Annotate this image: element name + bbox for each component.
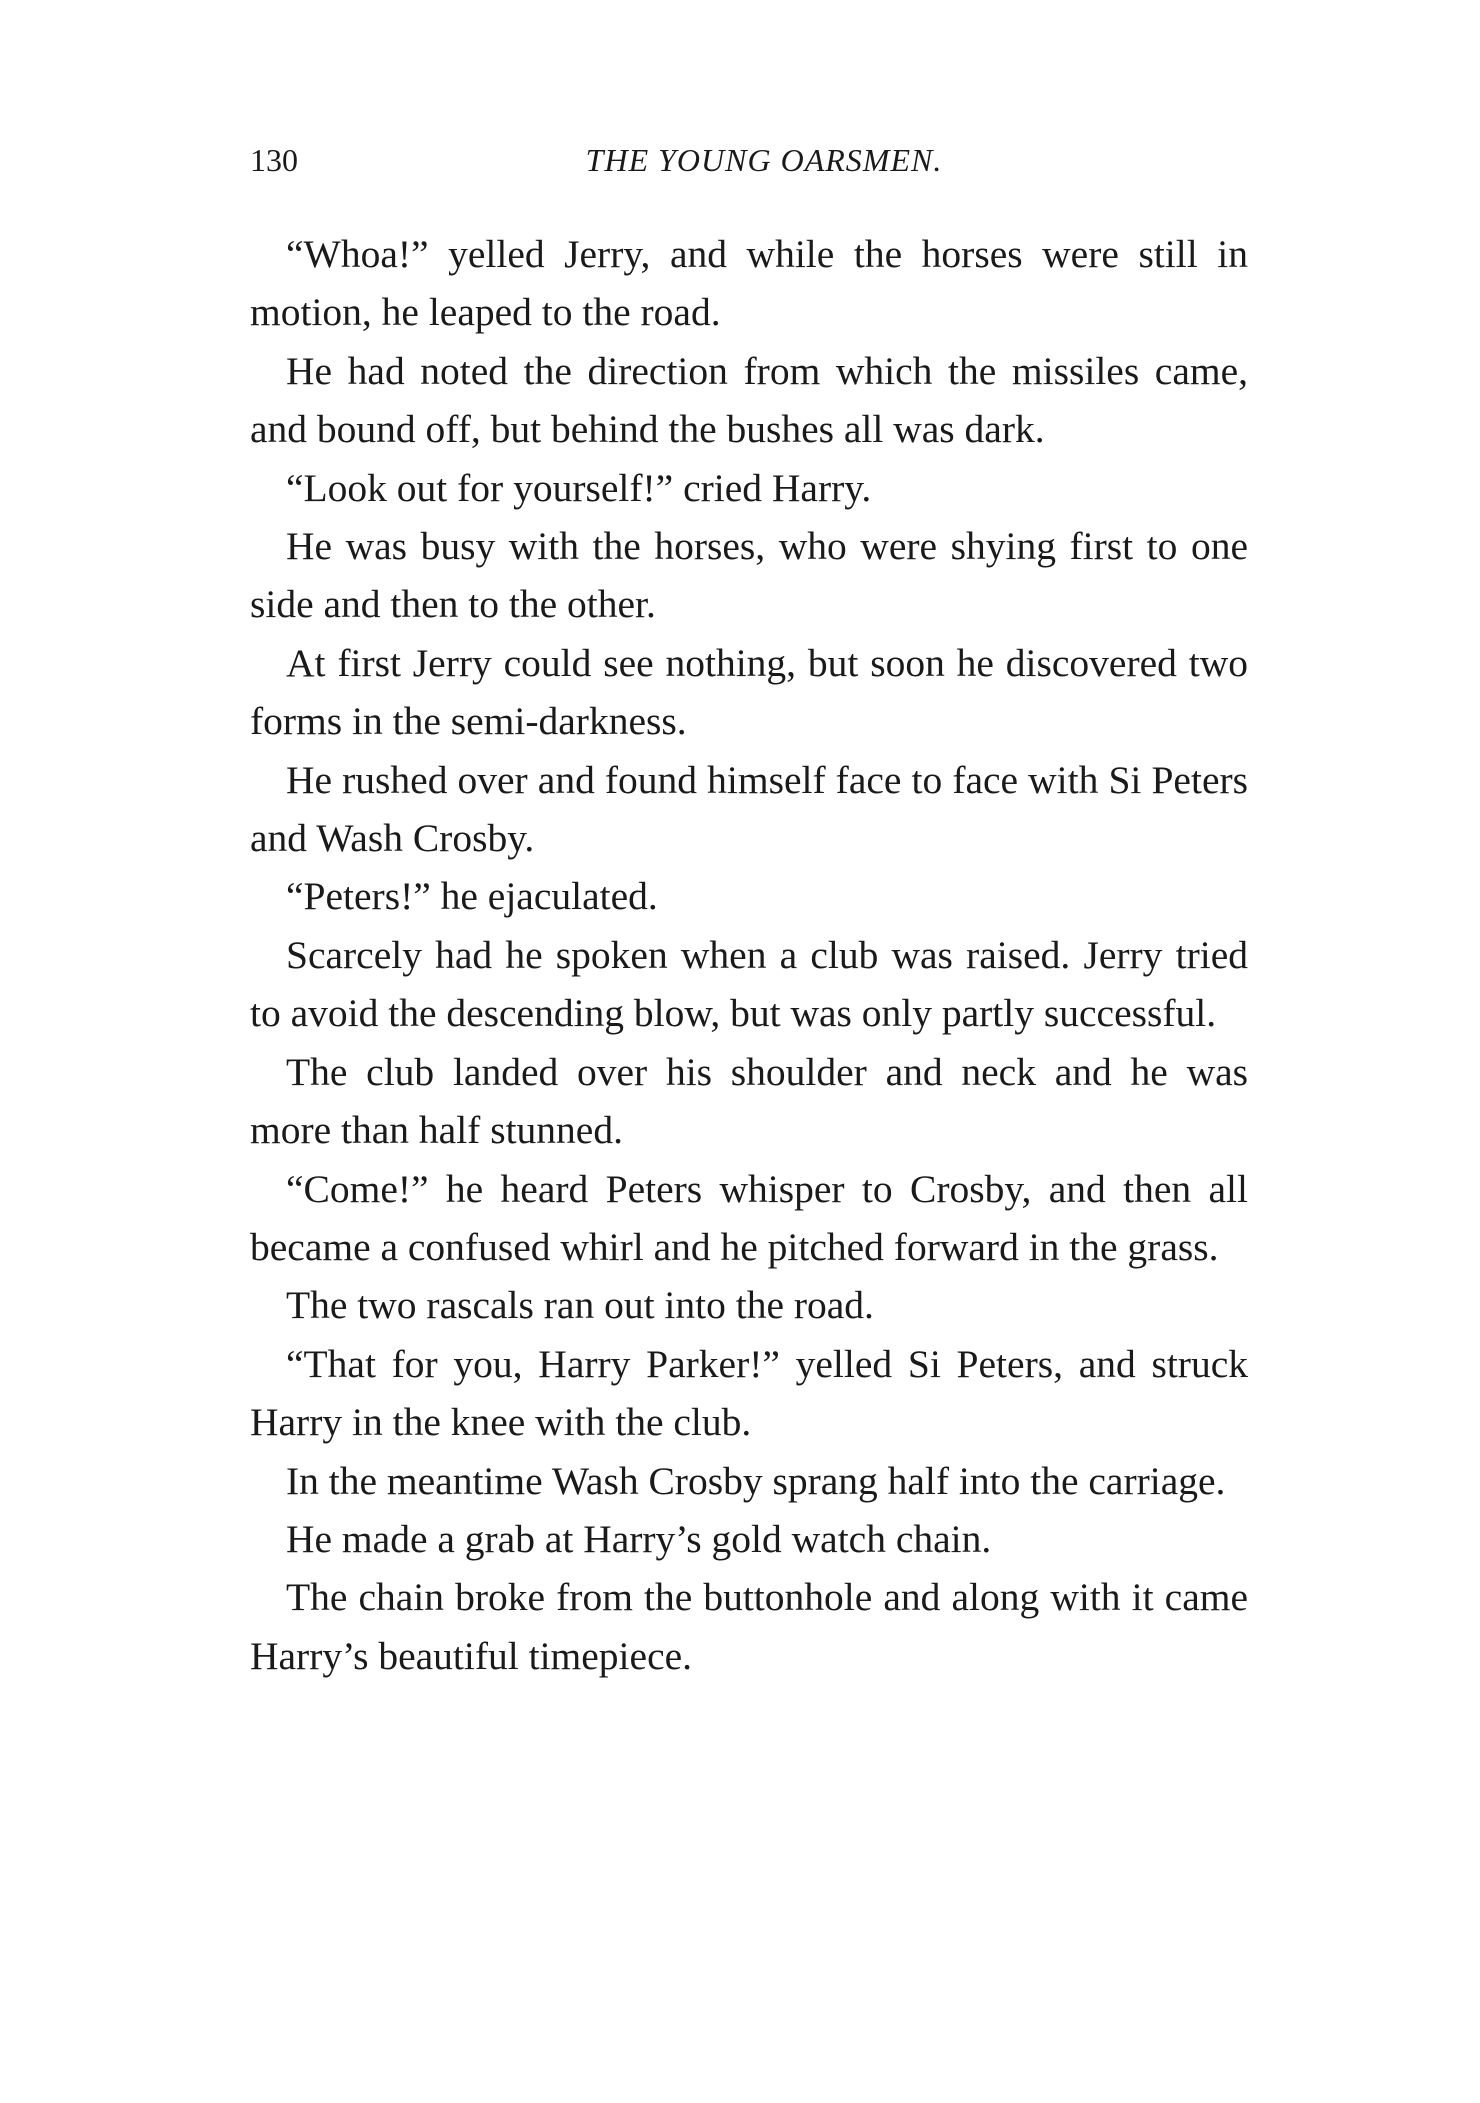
paragraph-10: “Come!” he heard Peters whisper to Crosby, and then all became a confused whirl and he pitched forward in the grass. [250, 1166, 1248, 1269]
paragraph-15: The chain broke from the buttonhole and along with it came Harry’s beautiful timepiece. [250, 1575, 1248, 1678]
paragraph-12: “That for you, Harry Parker!” yelled Si Peters, and struck Harry in the knee with the club. [250, 1341, 1248, 1445]
book-page [250, 130, 1248, 1685]
body-text [250, 225, 1248, 1685]
paragraph-6: He rushed over and found himself face to face with Si Peters and Wash Crosby. [250, 757, 1248, 861]
paragraph-7: “Peters!” he ejaculated. [286, 874, 658, 919]
paragraph-4: He was busy with the horses, who were shying first to one side and then to the other. [250, 524, 1248, 627]
running-head [250, 130, 1248, 190]
paragraph-14: He made a grab at Harry’s gold watch chain. [286, 1516, 992, 1561]
paragraph-11: The two rascals ran out into the road. [286, 1283, 874, 1328]
paragraph-2: He had noted the direction from which the missiles came, and bound off, but behind the bushes all was dark. [250, 348, 1248, 452]
paragraph-13: In the meantime Wash Crosby sprang half into the carriage. [286, 1458, 1226, 1503]
paragraph-8: Scarcely had he spoken when a club was raised. Jerry tried to avoid the descending blow, but was only partly successful. [250, 932, 1248, 1036]
paragraph-5: At first Jerry could see nothing, but soon he discovered two forms in the semi-darkness. [250, 640, 1248, 744]
page-number: 130 [250, 142, 298, 178]
paragraph-9: The club landed over his shoulder and neck and he was more than half stunned. [250, 1049, 1248, 1153]
paragraph-1: “Whoa!” yelled Jerry, and while the horses were still in motion, he leaped to the road. [250, 232, 1248, 335]
book-title: THE YOUNG OARSMEN. [585, 142, 943, 178]
paragraph-3: “Look out for yourself!” cried Harry. [286, 465, 872, 510]
